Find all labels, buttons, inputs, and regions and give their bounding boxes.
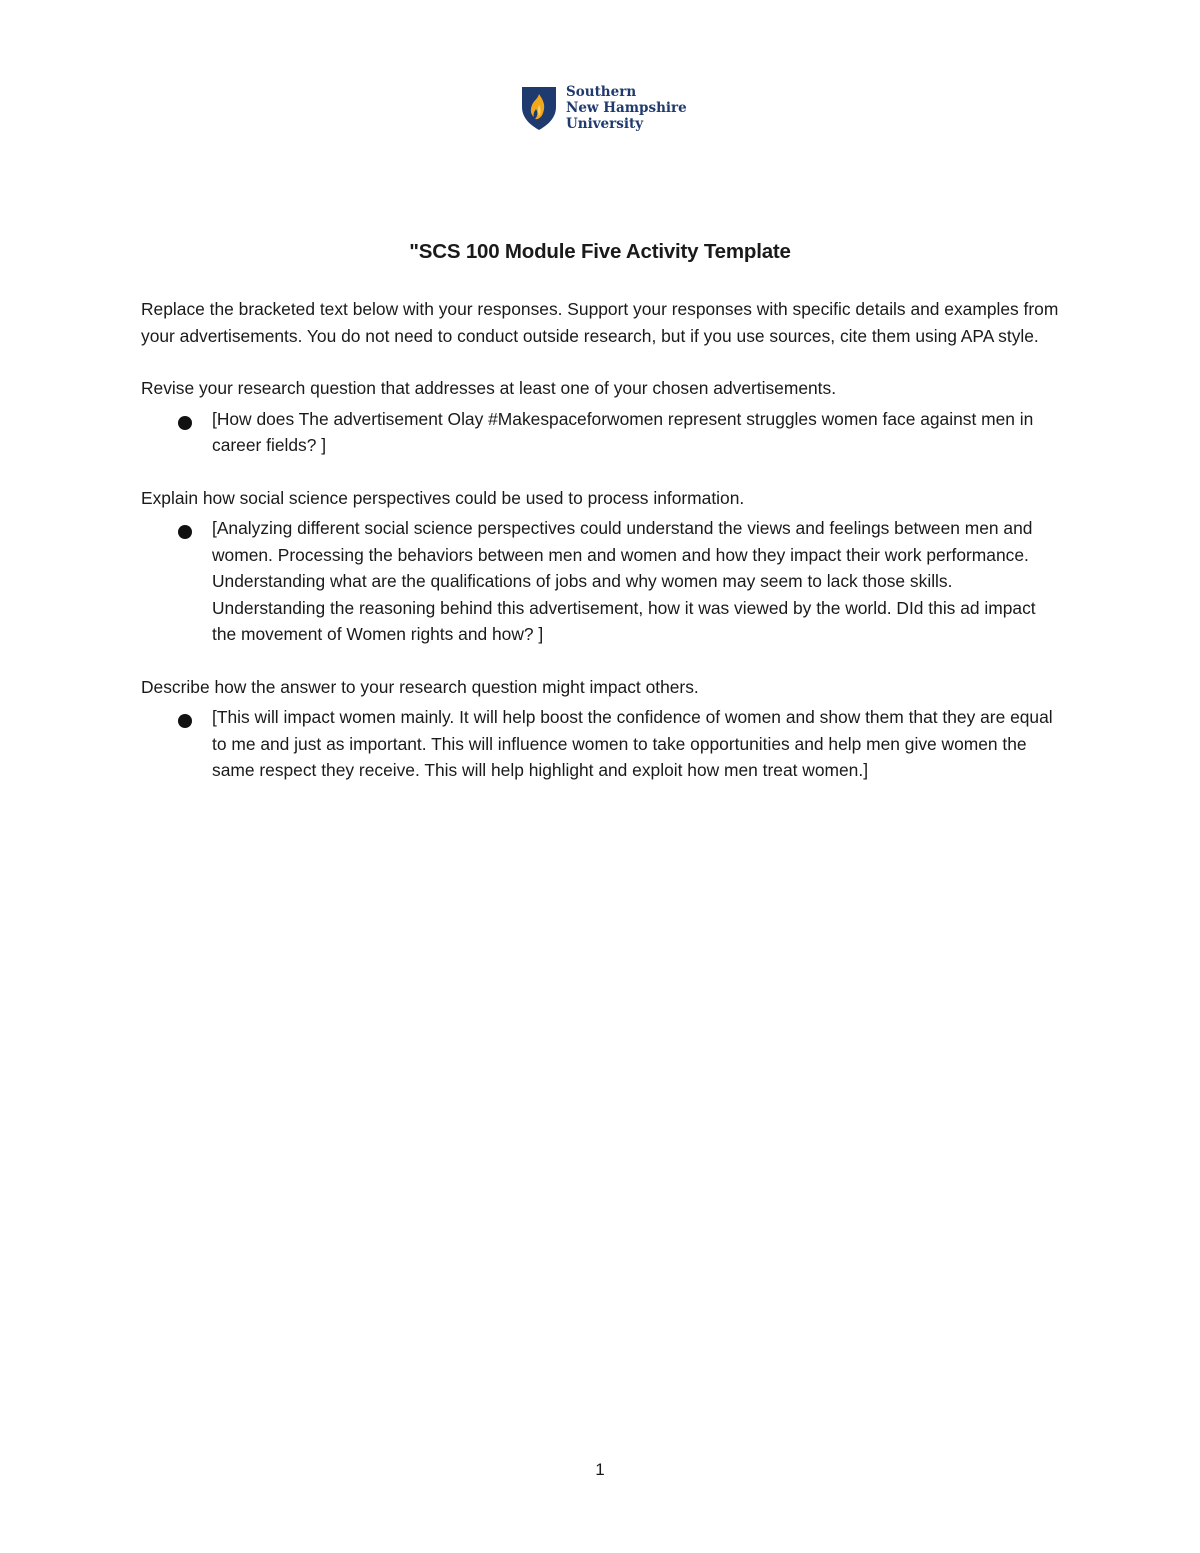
section-prompt-3: Describe how the answer to your research question might impact others.: [141, 676, 699, 697]
intro-paragraph: Replace the bracketed text below with your responses. Support your responses with specific details and examples from your advertisements. You do not need to conduct outside research, but if you use sources, cite them using APA style.: [141, 299, 1059, 346]
university-logo: [520, 84, 687, 132]
document-body: [141, 296, 1061, 810]
document-title: "SCS 100 Module Five Activity Template: [409, 240, 791, 263]
page-number: 1: [595, 1460, 605, 1479]
bullet-icon: [178, 525, 192, 539]
section-response-1: [How does The advertisement Olay #Makespaceforwomen represent struggles women face against men in career fields? ]: [212, 408, 1034, 455]
logo-line-1: Southern: [566, 84, 637, 100]
section-response-3: [This will impact women mainly. It will help boost the confidence of women and show them that they are equal to me and just as important. This will influence women to take opportunities and help men give women the same respect they receive. This will help highlight and exploit how men treat women.]: [212, 707, 1053, 780]
section-response-2: [Analyzing different social science perspectives could understand the views and feelings between men and women. Processing the behaviors between men and women and how they impact their work performance. Understanding what are the qualifications of jobs and why women may seem to lack those skills. Understanding the reasoning behind this advertisement, how it was viewed by the world. DId this ad impact the movement of Women rights and how? ]: [212, 518, 1036, 644]
list-item: [141, 515, 1061, 648]
logo-line-2: New Hampshire: [566, 100, 687, 116]
bullet-icon: [178, 714, 192, 728]
logo-line-3: University: [566, 116, 644, 132]
section-prompt-1: Revise your research question that addresses at least one of your chosen advertisements.: [141, 378, 837, 398]
logo-wordmark: [566, 84, 687, 132]
list-item: [141, 704, 1061, 784]
list-item: [141, 406, 1061, 459]
bullet-icon: [178, 416, 192, 430]
shield-flame-icon: [520, 85, 558, 131]
section-prompt-2: Explain how social science perspectives could be used to process information.: [141, 487, 745, 508]
